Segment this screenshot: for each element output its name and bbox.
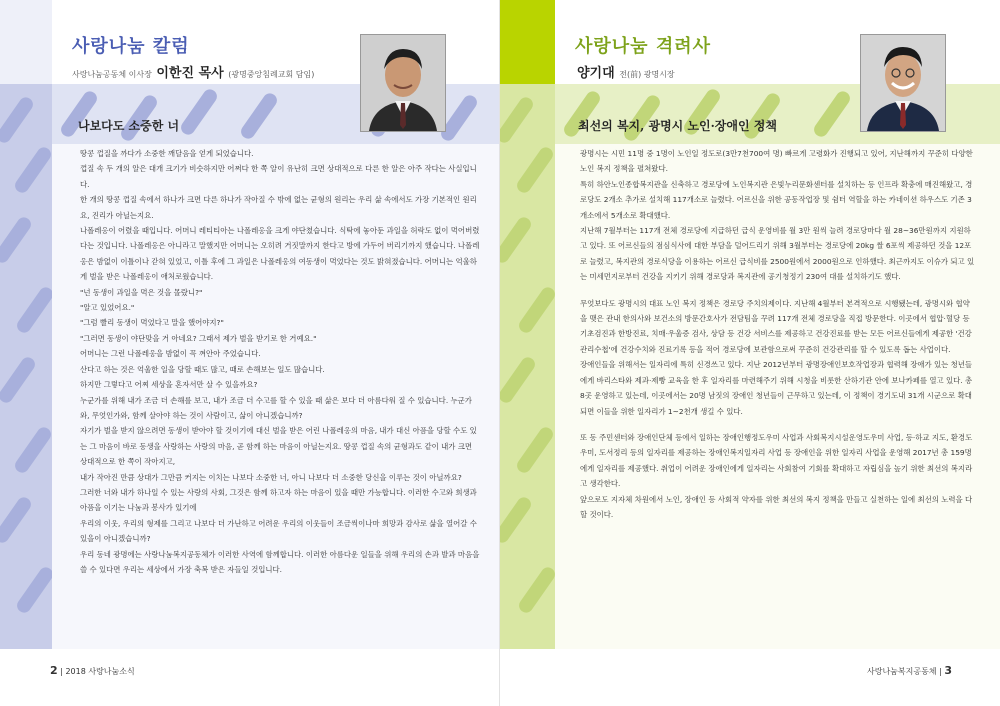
paragraph: 땅콩 껍질을 까다가 소중한 깨달음을 얻게 되었습니다.	[80, 149, 254, 158]
decor-stripe	[12, 145, 52, 196]
left-byline-prefix: 사랑나눔공동체 이사장	[72, 70, 152, 79]
paragraph: "그러면 동생이 야단맞을 거 아네요? 그래서 제가 벌을 받기로 한 거예요."	[80, 333, 317, 343]
decor-stripe	[0, 215, 34, 266]
left-page-number: 2	[50, 664, 58, 677]
right-page-number: 3	[944, 664, 952, 677]
paragraph: 하지만 그렇다고 어찌 세상을 혼자서만 살 수 있을까요?	[80, 380, 258, 390]
paragraph: "넌 동생이 과일을 먹은 것을 몰랐니?"	[80, 287, 203, 297]
paragraph: 한 개의 땅콩 껍질 속에서 하나가 크면 다른 하나가 작아질 수 밖에 없는 균형의 원리는 우리 삶 속에서도 가장 기본적인 원리요, 진리가 아닐는지요.	[80, 195, 477, 220]
decor-stripe	[14, 285, 52, 336]
paragraph: 앞으로도 지자체 차원에서 노인, 장애인 등 사회적 약자를 위한 최선의 복지 정책을 만들고 실천하는 일에 최선의 노력을 다할 것이다.	[580, 494, 973, 519]
decor-stripe	[12, 425, 52, 476]
paragraph-gap	[580, 285, 975, 296]
left-article-body	[80, 146, 480, 577]
decor-stripe	[811, 89, 852, 140]
left-section-title: 사랑나눔 칼럼	[72, 36, 190, 57]
paragraph: 산다고 하는 것은 억울한 일을 당할 때도 많고, 때로 손해보는 일도 많습니다.	[80, 364, 325, 374]
left-accent-strip	[0, 0, 52, 84]
left-footer-text: 2018 사랑나눔소식	[65, 667, 135, 676]
paragraph: 우리의 이웃, 우리의 형제를 그리고 나보다 더 가난하고 어려운 우리의 이웃들이 조금씩이나마 희망과 감사로 삶을 열어갈 수 있을이 아니겠습니까?	[80, 518, 477, 544]
decor-stripe	[500, 495, 534, 546]
decor-stripe	[516, 565, 555, 616]
decor-stripe	[0, 495, 34, 546]
right-side-pattern	[500, 84, 555, 649]
paragraph: 자기가 벌을 받지 않으려면 동생이 받아야 할 것이기에 대신 벌을 받은 어린 나폴레옹의 마음, 내가 대신 아픔을 당할 수도 있는 그 마음이 바로 동생을 사랑하는 사랑의 마음, 곧 함께 하는 마음이 아닐는지요. 땅콩 껍질 속의 균형과도 같이 내가 크면 상대적으로 한 쪽이 작아지고,	[80, 426, 477, 467]
right-article-body	[580, 146, 975, 522]
decor-stripe	[238, 91, 279, 142]
paragraph: "그럼 빨리 동생이 먹었다고 말을 했어야지?"	[80, 318, 224, 328]
decor-stripe	[14, 565, 52, 616]
right-footer-text: 사랑나눔복지공동체	[866, 667, 937, 676]
right-footer: 사랑나눔복지공동체 | 3	[866, 664, 952, 677]
decor-stripe	[516, 285, 555, 336]
left-byline	[72, 62, 314, 81]
paragraph: 내가 작아진 만큼 상대가 그만큼 커지는 이치는 나보다 소중한 너, 아니 나보다 더 소중한 당신을 이루는 것이 아닐까요?	[80, 472, 462, 482]
decor-stripe	[500, 95, 536, 146]
paragraph: 무엇보다도 광명시의 대표 노인 복지 정책은 경로당 주치의제이다. 지난해 4월부터 본격적으로 시행됐는데, 광명시와 협약을 맺은 관내 한의사와 보건소의 방문간호사가 전담팀을 꾸려 117개 전체 경로당을 직접 방문한다. 이곳에서 협압·혈당 등 기초검진과 한방진료, 치매·우울증 검사, 상담 등 건강 서비스를 제공하고 건강진료를 받는 모든 어르신들에게 제공한 '건강관리수첩'에 건강수치와 진료기록 등을 적어 경로당에 보관함으로써 꾸준히 건강관리를 할 수 있도록 돕는 사업이다.	[580, 298, 972, 354]
paragraph: 우리 동네 광명에는 사랑나눔복지공동체가 이러한 사역에 함께합니다. 이러한 아름다운 일들을 위해 우리의 손과 발과 마음을 쓸 수 있다면 우리는 세상에서 가장 축복 받은 자들일 것입니다.	[80, 549, 480, 574]
right-byline-suffix: 전(前) 광명시장	[619, 70, 675, 79]
portrait-illustration	[361, 35, 445, 131]
paragraph: 누군가를 위해 내가 조금 더 손해를 보고, 내가 조금 더 수고를 할 수 있을 때 삶은 보다 더 아름다워 질 수 있습니다. 누군가와, 무엇인가와, 함께 살아야 하는 것이 사람이고, 삶이 아니겠습니까?	[80, 395, 472, 420]
paragraph: "알고 있었어요."	[80, 303, 135, 313]
decor-stripe	[500, 355, 538, 406]
paragraph: 껍질 속 두 개의 알은 대개 크기가 비슷하지만 어쩌다 한 쪽 알이 유난히 크면 상대적으로 다른 한 알은 아주 작다는 사실입니다.	[80, 164, 477, 189]
decor-stripe	[514, 145, 555, 196]
right-accent-strip	[500, 0, 555, 84]
author-photo-right	[860, 34, 946, 132]
paragraph: 지난해 7월부터는 117개 전체 경로당에 지급하던 급식 운영비를 월 3만 원씩 늘려 경로당마다 월 28~36만원까지 지원하고 있다. 또 어르신들의 점심식사에 대한 부담을 덜어드리기 위해 3월부터는 경로당에 20kg 쌀 6포씩 제공하던 것을 12포로 늘렸고, 복지관의 경로식당을 이용하는 어르신 급식비를 2500원에서 2000원으로 인하했다. 최근까지도 이슈가 되고 있는 미세먼지로부터 건강을 지키기 위해 경로당과 복지관에 공기청정기 230여 대를 설치하기도 했다.	[580, 226, 975, 282]
decor-stripe	[500, 215, 534, 266]
decor-stripe	[514, 425, 555, 476]
left-side-pattern	[0, 84, 52, 649]
paragraph: 장애인들을 위해서는 일자리에 특히 신경쓰고 있다. 지난 2012년부터 광명장애인보호작업장과 협력해 장애가 있는 청년들에게 바리스타와 제과·제빵 교육을 한 후 일자리를 마련해주기 위해 시청을 비롯한 산하기관 안에 보나카페를 열고 있다. 총 8곳 운영하고 있는데, 이곳에서는 20명 남짓의 장애인 청년들이 근무하고 있는데, 이 정책이 경기도내 31개 시군으로 확대되면 이들을 위한 일자리가 1~2천개 생길 수 있다.	[580, 360, 973, 416]
paragraph: 그러한 너와 내가 하나일 수 있는 사랑의 사회, 그것은 함께 하고자 하는 마음이 있을 때만 가능합니다. 이러한 수고와 희생과 아픔을 이기는 나눔과 봉사가 있기에	[80, 487, 477, 513]
left-author-name: 이한진 목사	[156, 66, 224, 81]
paragraph: 광명시는 시민 11명 중 1명이 노인일 정도로(3만7천700여 명) 빠르게 고령화가 진행되고 있어, 지난해까지 꾸준히 다양한 노인 복지 정책을 펼쳐왔다.	[580, 149, 973, 174]
decor-stripe	[178, 87, 219, 138]
left-byline-suffix: (광명중앙침례교회 담임)	[228, 70, 315, 79]
paragraph-gap	[580, 419, 975, 430]
right-section-title: 사랑나눔 격려사	[575, 36, 711, 57]
left-article-title: 나보다도 소중한 너	[78, 119, 180, 133]
right-author-name: 양기대	[577, 66, 615, 81]
decor-stripe	[0, 355, 38, 406]
right-article-title: 최선의 복지, 광명시 노인·장애인 정책	[578, 119, 777, 133]
left-footer: 2 | 2018 사랑나눔소식	[50, 664, 135, 677]
author-photo-left	[360, 34, 446, 132]
portrait-illustration	[861, 35, 945, 131]
paragraph: 나폴레옹이 어렸을 때입니다. 어머니 레티티아는 나폴레옹을 크게 야단쳤습니다. 식탁에 놓아둔 과일을 허락도 없이 먹어버렸다는 것입니다. 나폴레옹은 아니라고 말했지만 어머니는 오히려 거짓말까지 한다고 방에 가두어 버리기까지 했습니다. 나폴레옹은 밤없이 이틀이나 갇혀 있었고, 이틀 후에 그 과일은 나폴레옹의 여동생이 먹었다는 것도 밝혀졌습니다. 어머니는 억울하게 벌을 받은 나폴레옹이 애처로웠습니다.	[80, 226, 480, 282]
paragraph: 어머니는 그런 나폴레옹을 밤없이 꼭 껴안아 주었습니다.	[80, 349, 261, 359]
right-byline	[575, 62, 675, 81]
decor-stripe	[0, 95, 36, 146]
paragraph: 또 동 주민센터와 장애인단체 등에서 일하는 장애인행정도우미 사업과 사회복지시설운영도우미 사업, 등·하교 지도, 환경도우미, 도서정리 등의 일자리를 제공하는 장애인복지일자리 사업 등 장애인을 위한 일자리 사업을 운영해 2017년 총 159명에게 일자리를 제공했다. 취업이 어려운 장애인에게 일자리는 사회참여 기회를 확대하고 자립심을 높기 위한 최선의 복지라고 생각한다.	[580, 432, 973, 489]
paragraph: 특히 하안노인종합복지관을 신축하고 경로당에 노인복지관 은빛누리문화센터를 설치하는 등 인프라 확충에 매진해왔고, 경로당도 2개소 추가로 설치해 117개소로 늘렸다. 어르신을 위한 공동작업장 및 쉼터 역할을 하는 카네이션 하우스도 기존 3개소에서 5개소로 확대했다.	[580, 179, 973, 220]
